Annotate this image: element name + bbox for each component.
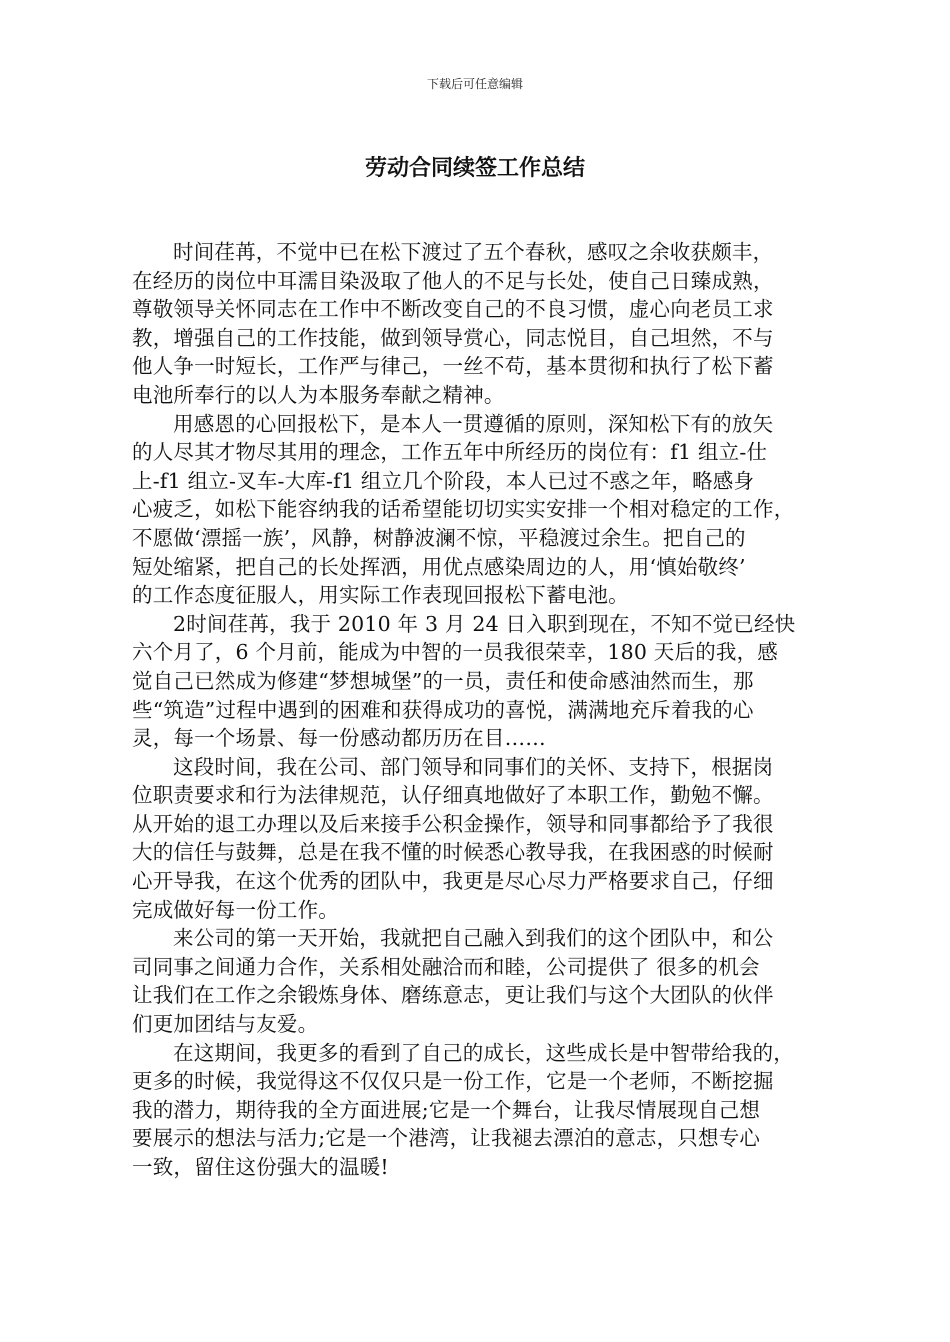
paragraph-line: 心开导我，在这个优秀的团队中，我更是尽心尽力严格要求自己，仔细 (132, 869, 774, 894)
paragraph (132, 753, 832, 925)
document-title: 劳动合同续签工作总结 (364, 156, 585, 181)
paragraph-line: 从开始的退工办理以及后来接手公积金操作，领导和同事都给予了我很 (132, 811, 774, 836)
paragraph-line: 教，增强自己的工作技能，做到领导赏心，同志悦目，自己坦然，不与 (132, 325, 774, 350)
paragraph-line: 的工作态度征服人，用实际工作表现回报松下蓄电池。 (132, 583, 629, 608)
paragraph (132, 924, 832, 1038)
paragraph-line: 短处缩紧，把自己的长处挥洒，用优点感染周边的人，用‘慎始敬终’ (132, 554, 746, 579)
paragraph-line: 要展示的想法与活力;它是一个港湾，让我褪去漂泊的意志，只想专心 (132, 1126, 761, 1151)
paragraph-line: 些“筑造”过程中遇到的困难和获得成功的喜悦，满满地充斥着我的心 (132, 697, 754, 722)
header-note: 下载后可任意编辑 (426, 77, 523, 91)
paragraph-line: 在这期间，我更多的看到了自己的成长，这些成长是中智带给我的， (173, 1040, 794, 1065)
paragraph-line: 电池所奉行的以人为本服务奉献之精神。 (132, 382, 505, 407)
paragraph (132, 1039, 832, 1182)
paragraph-line: 让我们在工作之余锻炼身体、磨练意志，更让我们与这个大团队的伙伴 (132, 983, 774, 1008)
paragraph-line: 在经历的岗位中耳濡目染汲取了他人的不足与长处，使自己日臻成熟， (132, 268, 774, 293)
paragraph-line: 司同事之间通力合作，关系相处融洽而和睦，公司提供了 很多的机会 (132, 954, 760, 979)
paragraph-line: 上-f1 组立-叉车-大库-f1 组立几个阶段，本人已过不惑之年，略感身 (132, 468, 755, 493)
paragraph-line: 尊敬领导关怀同志在工作中不断改变自己的不良习惯，虚心向老员工求 (132, 297, 774, 322)
paragraph (132, 238, 832, 410)
paragraph-line: 这段时间，我在公司、部门领导和同事们的关怀、支持下，根据岗 (173, 754, 774, 779)
paragraph (132, 410, 832, 610)
document-body (132, 238, 832, 1182)
paragraph-line: 他人争一时短长，工作严与律己，一丝不苟，基本贯彻和执行了松下蓄 (132, 354, 774, 379)
paragraph (132, 610, 832, 753)
paragraph-line: 的人尽其才物尽其用的理念，工作五年中所经历的岗位有：f1 组立-仕 (132, 440, 768, 465)
paragraph-line: 我的潜力，期待我的全方面进展;它是一个舞台，让我尽情展现自己想 (132, 1097, 761, 1122)
paragraph-line: 更多的时候，我觉得这不仅仅只是一份工作，它是一个老师，不断挖掘 (132, 1069, 774, 1094)
paragraph-line: 心疲乏，如松下能容纳我的话希望能切切实实安排一个相对稳定的工作， (132, 497, 795, 522)
paragraph-line: 位职责要求和行为法律规范，认仔细真地做好了本职工作，勤勉不懈。 (132, 783, 774, 808)
paragraph-line: 大的信任与鼓舞，总是在我不懂的时候悉心教导我，在我困惑的时候耐 (132, 840, 774, 865)
paragraph-line: 完成做好每一份工作。 (132, 897, 339, 922)
paragraph-line: 六个月了，6 个月前，能成为中智的一员我很荣幸，180 天后的我，感 (132, 640, 779, 665)
paragraph-line: 灵，每一个场景、每一份感动都历历在目…… (132, 726, 546, 751)
paragraph-line: 用感恩的心回报松下，是本人一贯遵循的原则，深知松下有的放矢 (173, 411, 774, 436)
paragraph-line: 不愿做‘漂摇一族’，风静，树静波澜不惊，平稳渡过余生。把自己的 (132, 525, 746, 550)
paragraph-line: 2时间荏苒，我于 2010 年 3 月 24 日入职到现在，不知不觉已经快 (173, 611, 796, 636)
paragraph-line: 觉自己已然成为修建“梦想城堡”的一员，责任和使命感油然而生，那 (132, 668, 754, 693)
paragraph-line: 一致，留住这份强大的温暖! (132, 1155, 389, 1179)
paragraph-line: 们更加团结与友爱。 (132, 1012, 319, 1037)
paragraph-line: 时间荏苒，不觉中已在松下渡过了五个春秋，感叹之余收获颇丰， (173, 240, 774, 264)
paragraph-line: 来公司的第一天开始，我就把自己融入到我们的这个团队中，和公 (173, 926, 774, 951)
